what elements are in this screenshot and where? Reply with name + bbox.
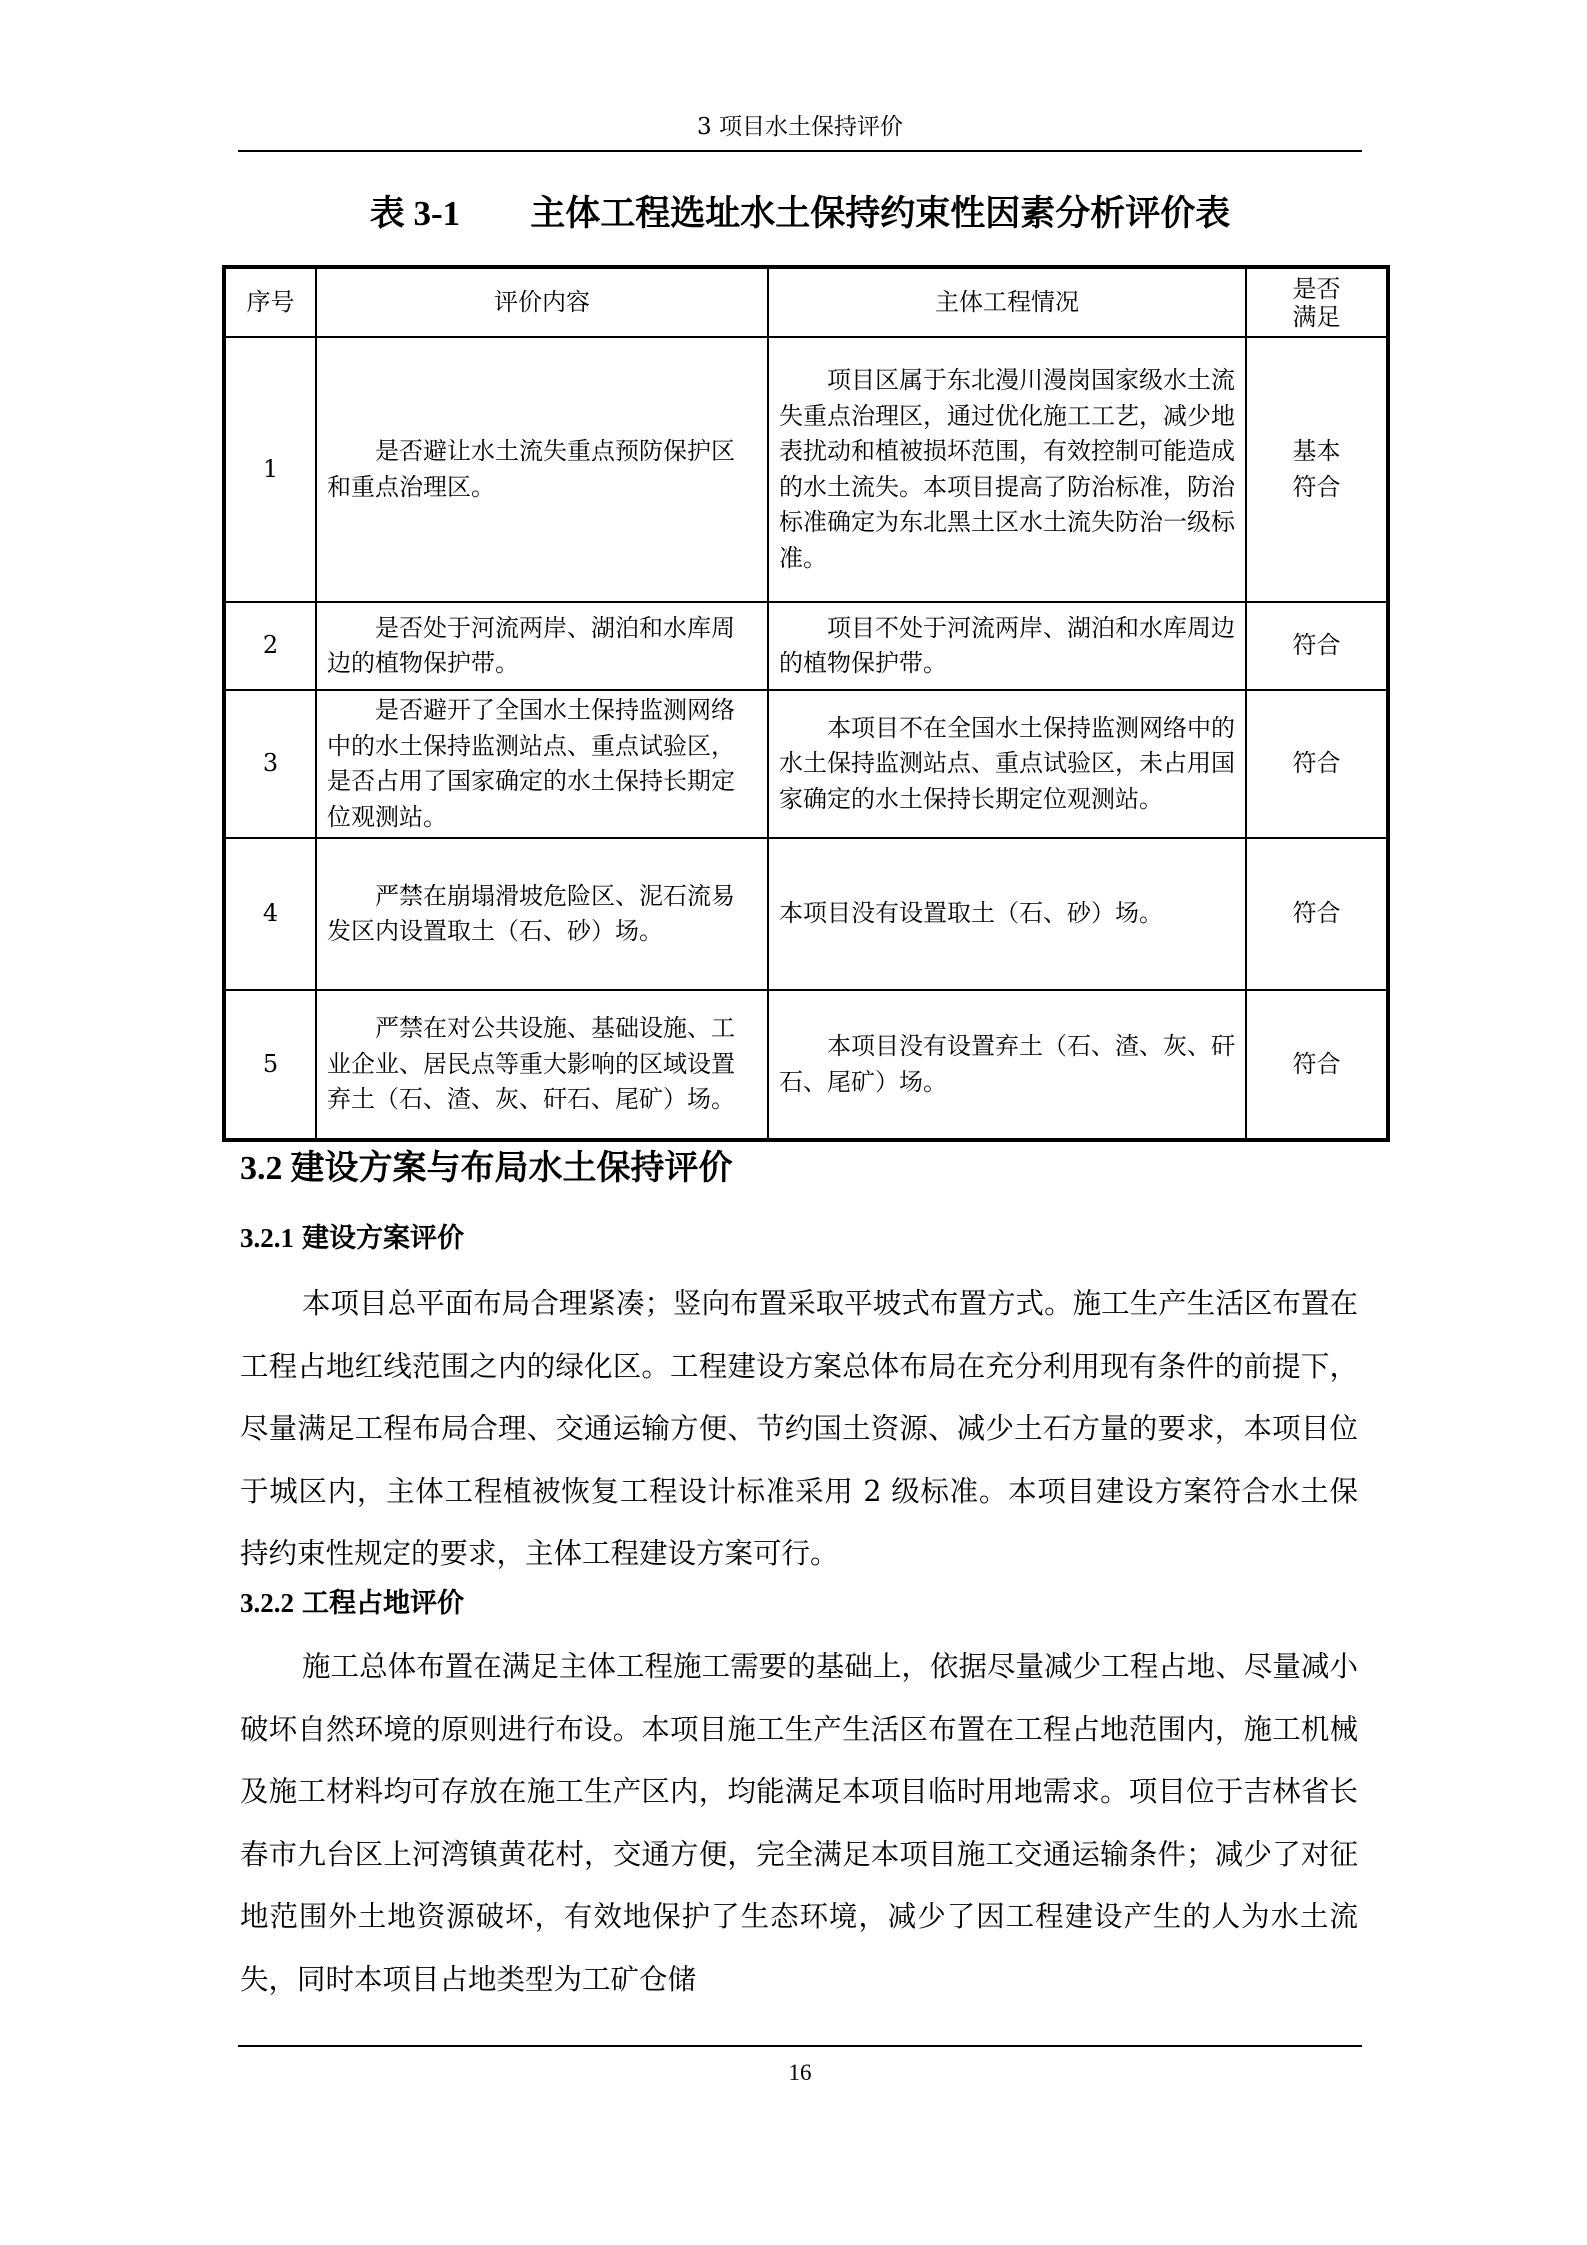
section-number: 3.2.2: [240, 1588, 294, 1618]
section-title: 工程占地评价: [302, 1588, 464, 1619]
column-header-situation: 主体工程情况: [768, 267, 1246, 337]
running-header: 3 项目水土保持评价: [697, 114, 903, 140]
table-caption: [238, 192, 1362, 236]
column-header-satisfied-line: 满足: [1292, 302, 1341, 331]
cell-satisfied: 符合: [1246, 990, 1388, 1140]
table-row: [224, 337, 1388, 602]
constraint-evaluation-table: [222, 265, 1390, 1142]
table-row: [224, 838, 1388, 990]
cell-satisfied-line: 基本: [1292, 437, 1341, 465]
cell-satisfied-line: 符合: [1292, 472, 1341, 501]
cell-no: 5: [224, 990, 316, 1140]
header-rule: [238, 150, 1362, 152]
cell-content: 是否避开了全国水土保持监测网络中的水土保持监测站点、重点试验区，是否占用了国家确定的水土保持长期定位观测站。: [316, 690, 768, 838]
cell-no: 3: [224, 690, 316, 838]
column-header-satisfied: [1246, 267, 1388, 337]
cell-satisfied: [1246, 337, 1388, 602]
section-heading-3-2: [240, 1146, 733, 1191]
column-header-content: 评价内容: [316, 267, 768, 337]
column-header-satisfied-line: 是否: [1292, 274, 1341, 303]
cell-content: 严禁在对公共设施、基础设施、工业企业、居民点等重大影响的区域设置弃土（石、渣、灰、矸石、尾矿）场。: [316, 990, 768, 1140]
section-number: 3.2: [240, 1150, 283, 1187]
cell-content: 严禁在崩塌滑坡危险区、泥石流易发区内设置取土（石、砂）场。: [316, 838, 768, 990]
section-heading-3-2-1: [240, 1220, 464, 1257]
page-number: 16: [788, 2060, 812, 2085]
cell-situation: 项目区属于东北漫川漫岗国家级水土流失重点治理区，通过优化施工工艺，减少地表扰动和植被损坏范围，有效控制可能造成的水土流失。本项目提高了防治标准，防治标准确定为东北黑土区水土流失防治一级标准。: [768, 337, 1246, 602]
section-title: 建设方案评价: [302, 1223, 464, 1254]
cell-no: 1: [224, 337, 316, 602]
cell-situation: 本项目没有设置取土（石、砂）场。: [768, 838, 1246, 990]
cell-no: 2: [224, 602, 316, 690]
section-number: 3.2.1: [240, 1223, 294, 1253]
table-caption-title: 主体工程选址水土保持约束性因素分析评价表: [530, 193, 1231, 234]
table-row: [224, 690, 1388, 838]
section-heading-3-2-2: [240, 1585, 464, 1622]
cell-satisfied: 符合: [1246, 602, 1388, 690]
cell-satisfied: 符合: [1246, 838, 1388, 990]
table-caption-number: 表 3-1: [369, 194, 461, 233]
cell-situation: 本项目没有设置弃土（石、渣、灰、矸石、尾矿）场。: [768, 990, 1246, 1140]
cell-content: 是否处于河流两岸、湖泊和水库周边的植物保护带。: [316, 602, 768, 690]
footer-rule: [238, 2045, 1362, 2047]
cell-situation: 本项目不在全国水土保持监测网络中的水土保持监测站点、重点试验区，未占用国家确定的水土保持长期定位观测站。: [768, 690, 1246, 838]
table-row: [224, 990, 1388, 1140]
body-paragraph-land-occupation: 施工总体布置在满足主体工程施工需要的基础上，依据尽量减少工程占地、尽量减小破坏自然环境的原则进行布设。本项目施工生产生活区布置在工程占地范围内，施工机械及施工材料均可存放在施工生产区内，均能满足本项目临时用地需求。项目位于吉林省长春市九台区上河湾镇黄花村，交通方便，完全满足本项目施工交通运输条件；减少了对征地范围外土地资源破坏，有效地保护了生态环境，减少了因工程建设产生的人为水土流失，同时本项目占地类型为工矿仓储: [240, 1650, 1358, 1996]
body-paragraph-construction-plan: 本项目总平面布局合理紧凑；竖向布置采取平坡式布置方式。施工生产生活区布置在工程占地红线范围之内的绿化区。工程建设方案总体布局在充分利用现有条件的前提下，尽量满足工程布局合理、交通运输方便、节约国土资源、减少土石方量的要求，本项目位于城区内，主体工程植被恢复工程设计标准采用 2 级标准。本项目建设方案符合水土保持约束性规定的要求，主体工程建设方案可行。: [240, 1287, 1358, 1570]
cell-situation: 项目不处于河流两岸、湖泊和水库周边的植物保护带。: [768, 602, 1246, 690]
cell-content: 是否避让水土流失重点预防保护区和重点治理区。: [316, 337, 768, 602]
table-row: [224, 602, 1388, 690]
column-header-no: 序号: [224, 267, 316, 337]
cell-satisfied: 符合: [1246, 690, 1388, 838]
section-title: 建设方案与布局水土保持评价: [290, 1148, 733, 1188]
cell-no: 4: [224, 838, 316, 990]
table-header-row: [224, 267, 1388, 337]
